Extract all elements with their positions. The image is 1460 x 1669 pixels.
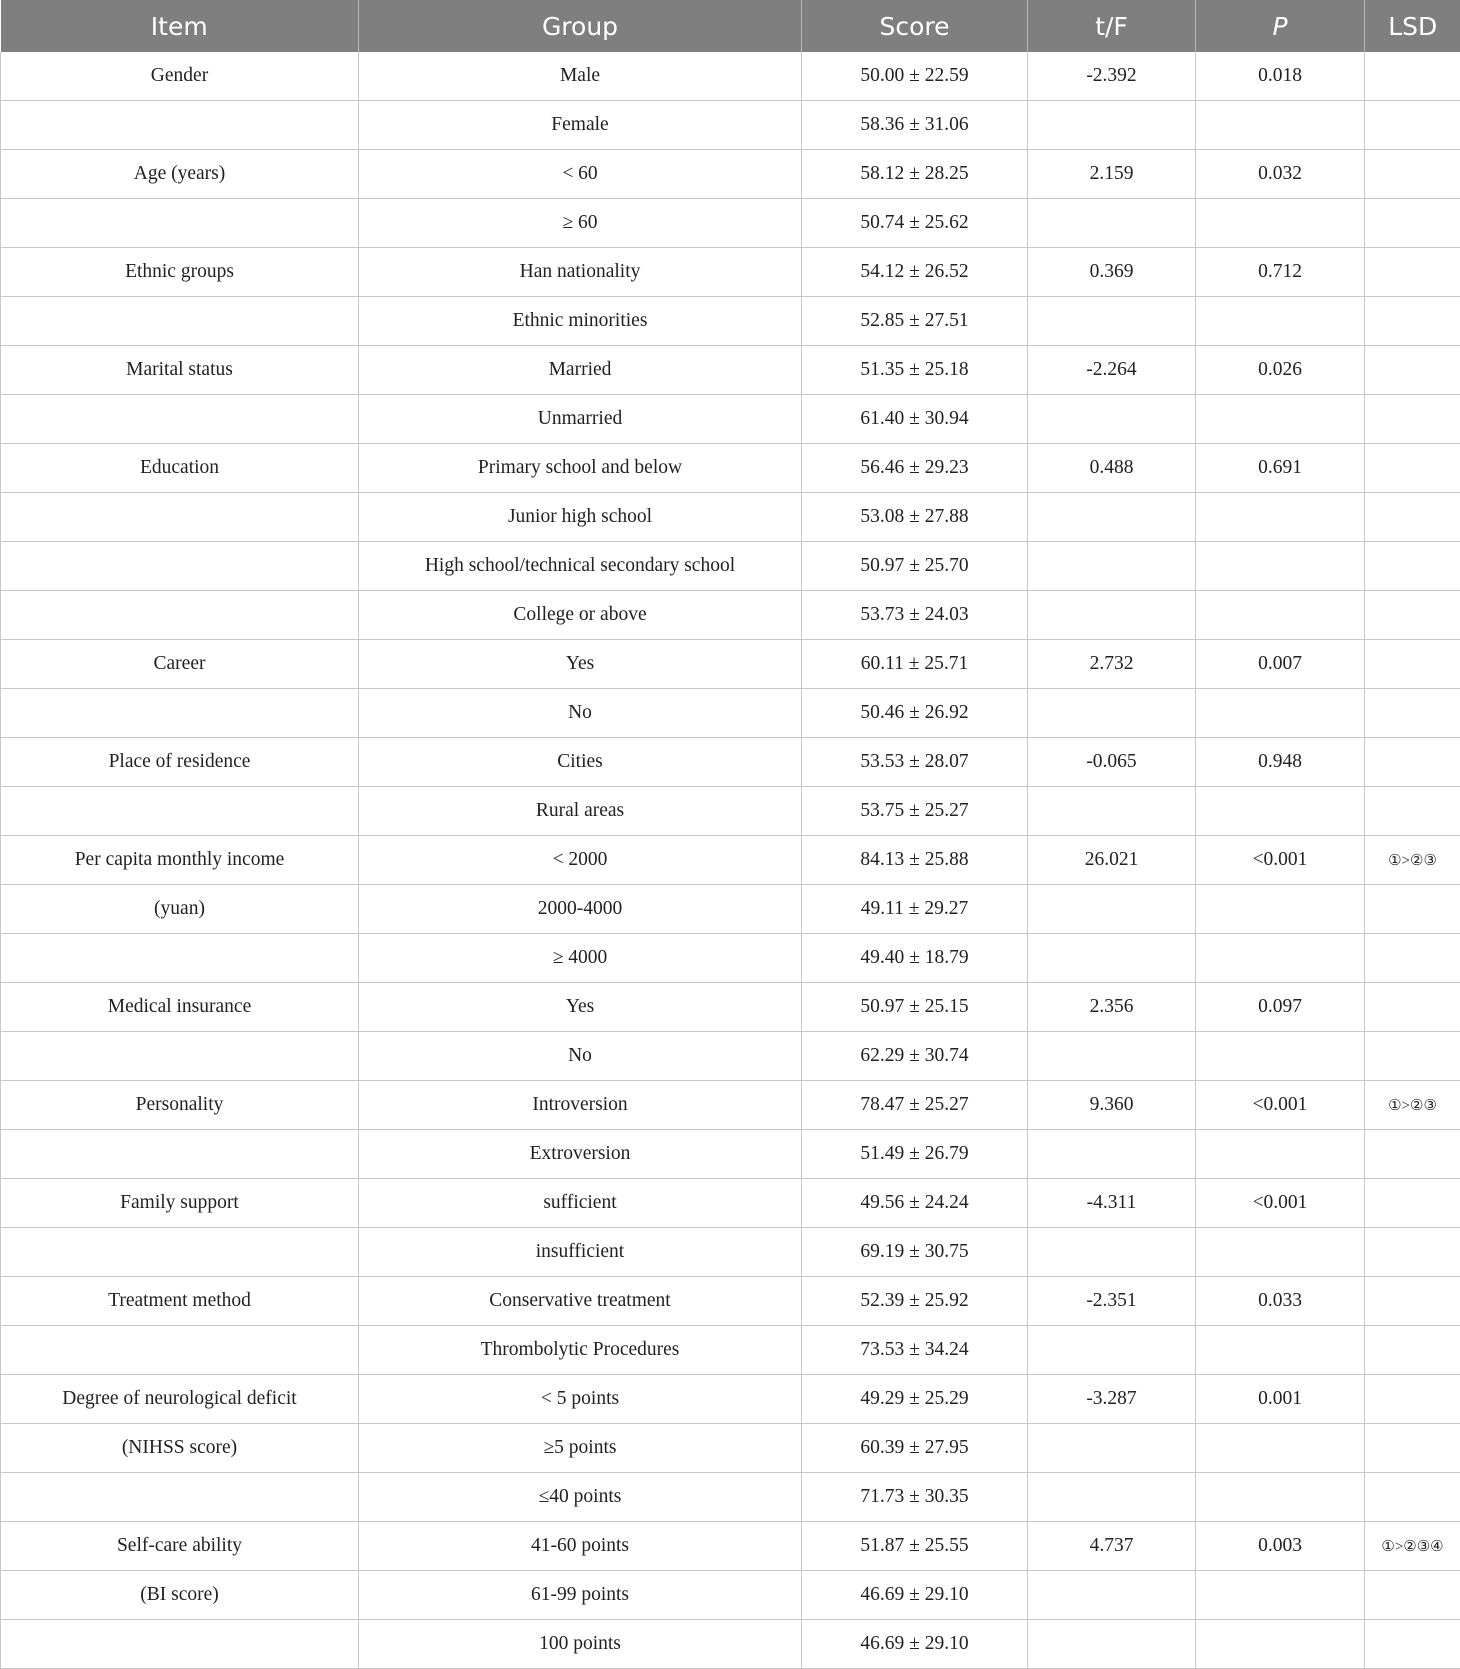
cell-p: 0.026 bbox=[1196, 346, 1365, 395]
table-row bbox=[1, 1277, 1460, 1326]
cell-group: Junior high school bbox=[359, 493, 802, 542]
cell-group: sufficient bbox=[359, 1179, 802, 1228]
cell-tf bbox=[1028, 787, 1196, 836]
cell-group: Yes bbox=[359, 640, 802, 689]
table-row bbox=[1, 689, 1460, 738]
cell-item: Ethnic groups bbox=[1, 248, 359, 297]
cell-p bbox=[1196, 1326, 1365, 1375]
cell-score: 51.49 ± 26.79 bbox=[802, 1130, 1028, 1179]
cell-tf: -2.392 bbox=[1028, 52, 1196, 101]
cell-p bbox=[1196, 199, 1365, 248]
cell-lsd bbox=[1365, 1228, 1460, 1277]
cell-group: ≥ 60 bbox=[359, 199, 802, 248]
cell-item bbox=[1, 1473, 359, 1522]
cell-p: <0.001 bbox=[1196, 836, 1365, 885]
cell-lsd bbox=[1365, 444, 1460, 493]
cell-lsd bbox=[1365, 689, 1460, 738]
cell-p bbox=[1196, 689, 1365, 738]
cell-score: 78.47 ± 25.27 bbox=[802, 1081, 1028, 1130]
cell-lsd bbox=[1365, 934, 1460, 983]
cell-p bbox=[1196, 885, 1365, 934]
cell-item: Family support bbox=[1, 1179, 359, 1228]
table-row bbox=[1, 1179, 1460, 1228]
cell-p bbox=[1196, 787, 1365, 836]
cell-lsd bbox=[1365, 787, 1460, 836]
cell-lsd bbox=[1365, 493, 1460, 542]
cell-tf: -2.351 bbox=[1028, 1277, 1196, 1326]
table-row bbox=[1, 738, 1460, 787]
cell-tf bbox=[1028, 493, 1196, 542]
cell-score: 49.29 ± 25.29 bbox=[802, 1375, 1028, 1424]
cell-p: 0.018 bbox=[1196, 52, 1365, 101]
cell-group: Yes bbox=[359, 983, 802, 1032]
cell-item: Treatment method bbox=[1, 1277, 359, 1326]
cell-item: Gender bbox=[1, 52, 359, 101]
cell-p bbox=[1196, 1571, 1365, 1620]
cell-item: Medical insurance bbox=[1, 983, 359, 1032]
cell-p bbox=[1196, 395, 1365, 444]
cell-lsd bbox=[1365, 591, 1460, 640]
table-row bbox=[1, 1571, 1460, 1620]
cell-lsd bbox=[1365, 1326, 1460, 1375]
cell-item: Education bbox=[1, 444, 359, 493]
cell-p bbox=[1196, 542, 1365, 591]
table-row bbox=[1, 1473, 1460, 1522]
cell-score: 84.13 ± 25.88 bbox=[802, 836, 1028, 885]
cell-group: Female bbox=[359, 101, 802, 150]
cell-group: < 60 bbox=[359, 150, 802, 199]
cell-score: 50.46 ± 26.92 bbox=[802, 689, 1028, 738]
cell-group: < 2000 bbox=[359, 836, 802, 885]
cell-group: Introversion bbox=[359, 1081, 802, 1130]
cell-group: Conservative treatment bbox=[359, 1277, 802, 1326]
cell-group: No bbox=[359, 1032, 802, 1081]
cell-item bbox=[1, 101, 359, 150]
cell-p bbox=[1196, 1620, 1365, 1669]
cell-item bbox=[1, 1032, 359, 1081]
cell-p: 0.712 bbox=[1196, 248, 1365, 297]
table-row bbox=[1, 395, 1460, 444]
table-row bbox=[1, 591, 1460, 640]
cell-lsd bbox=[1365, 346, 1460, 395]
header-p: P bbox=[1196, 0, 1365, 52]
table-row bbox=[1, 52, 1460, 101]
cell-score: 71.73 ± 30.35 bbox=[802, 1473, 1028, 1522]
cell-group: Cities bbox=[359, 738, 802, 787]
cell-lsd bbox=[1365, 983, 1460, 1032]
cell-score: 46.69 ± 29.10 bbox=[802, 1620, 1028, 1669]
cell-score: 49.56 ± 24.24 bbox=[802, 1179, 1028, 1228]
cell-lsd bbox=[1365, 199, 1460, 248]
cell-p: 0.001 bbox=[1196, 1375, 1365, 1424]
cell-tf bbox=[1028, 101, 1196, 150]
cell-item bbox=[1, 1620, 359, 1669]
cell-group: Thrombolytic Procedures bbox=[359, 1326, 802, 1375]
cell-group: High school/technical secondary school bbox=[359, 542, 802, 591]
cell-p bbox=[1196, 101, 1365, 150]
table-row bbox=[1, 1424, 1460, 1473]
cell-item: Career bbox=[1, 640, 359, 689]
cell-item bbox=[1, 199, 359, 248]
table-row bbox=[1, 1228, 1460, 1277]
cell-p bbox=[1196, 934, 1365, 983]
cell-p: <0.001 bbox=[1196, 1081, 1365, 1130]
table-row bbox=[1, 297, 1460, 346]
header-item: Item bbox=[1, 0, 359, 52]
cell-score: 62.29 ± 30.74 bbox=[802, 1032, 1028, 1081]
cell-item: (yuan) bbox=[1, 885, 359, 934]
cell-tf bbox=[1028, 1228, 1196, 1277]
cell-score: 58.36 ± 31.06 bbox=[802, 101, 1028, 150]
cell-score: 69.19 ± 30.75 bbox=[802, 1228, 1028, 1277]
cell-p bbox=[1196, 1228, 1365, 1277]
cell-score: 56.46 ± 29.23 bbox=[802, 444, 1028, 493]
cell-lsd bbox=[1365, 248, 1460, 297]
cell-item bbox=[1, 1326, 359, 1375]
cell-item bbox=[1, 689, 359, 738]
cell-score: 51.35 ± 25.18 bbox=[802, 346, 1028, 395]
table-row bbox=[1, 1032, 1460, 1081]
cell-p: 0.948 bbox=[1196, 738, 1365, 787]
cell-tf bbox=[1028, 1571, 1196, 1620]
cell-lsd bbox=[1365, 885, 1460, 934]
cell-score: 61.40 ± 30.94 bbox=[802, 395, 1028, 444]
cell-group: Ethnic minorities bbox=[359, 297, 802, 346]
table-row bbox=[1, 1620, 1460, 1669]
table-row bbox=[1, 787, 1460, 836]
cell-tf bbox=[1028, 1326, 1196, 1375]
cell-tf: 2.732 bbox=[1028, 640, 1196, 689]
cell-tf bbox=[1028, 591, 1196, 640]
cell-lsd bbox=[1365, 52, 1460, 101]
cell-score: 54.12 ± 26.52 bbox=[802, 248, 1028, 297]
cell-group: < 5 points bbox=[359, 1375, 802, 1424]
header-score: Score bbox=[802, 0, 1028, 52]
cell-tf bbox=[1028, 297, 1196, 346]
header-tf: t/F bbox=[1028, 0, 1196, 52]
cell-item: Marital status bbox=[1, 346, 359, 395]
cell-lsd bbox=[1365, 101, 1460, 150]
cell-lsd: ①>②③ bbox=[1365, 836, 1460, 885]
cell-score: 51.87 ± 25.55 bbox=[802, 1522, 1028, 1571]
cell-score: 50.00 ± 22.59 bbox=[802, 52, 1028, 101]
cell-p: 0.032 bbox=[1196, 150, 1365, 199]
table-row bbox=[1, 1522, 1460, 1571]
cell-lsd bbox=[1365, 1130, 1460, 1179]
cell-lsd bbox=[1365, 150, 1460, 199]
cell-p: 0.007 bbox=[1196, 640, 1365, 689]
cell-p: 0.097 bbox=[1196, 983, 1365, 1032]
cell-p bbox=[1196, 1473, 1365, 1522]
cell-score: 50.74 ± 25.62 bbox=[802, 199, 1028, 248]
cell-lsd bbox=[1365, 738, 1460, 787]
cell-item bbox=[1, 297, 359, 346]
cell-group: Extroversion bbox=[359, 1130, 802, 1179]
cell-group: Male bbox=[359, 52, 802, 101]
cell-item bbox=[1, 1130, 359, 1179]
cell-score: 46.69 ± 29.10 bbox=[802, 1571, 1028, 1620]
cell-tf: 2.159 bbox=[1028, 150, 1196, 199]
table-row bbox=[1, 983, 1460, 1032]
cell-p bbox=[1196, 297, 1365, 346]
cell-lsd bbox=[1365, 395, 1460, 444]
table-row bbox=[1, 101, 1460, 150]
cell-p bbox=[1196, 591, 1365, 640]
cell-item: Place of residence bbox=[1, 738, 359, 787]
table-row bbox=[1, 150, 1460, 199]
cell-item bbox=[1, 1228, 359, 1277]
table-row bbox=[1, 199, 1460, 248]
cell-lsd bbox=[1365, 1424, 1460, 1473]
cell-p: 0.003 bbox=[1196, 1522, 1365, 1571]
cell-p bbox=[1196, 1424, 1365, 1473]
cell-p: <0.001 bbox=[1196, 1179, 1365, 1228]
table-row bbox=[1, 885, 1460, 934]
cell-p bbox=[1196, 1130, 1365, 1179]
cell-score: 52.39 ± 25.92 bbox=[802, 1277, 1028, 1326]
cell-tf bbox=[1028, 934, 1196, 983]
cell-item bbox=[1, 493, 359, 542]
cell-score: 49.40 ± 18.79 bbox=[802, 934, 1028, 983]
cell-group: Rural areas bbox=[359, 787, 802, 836]
cell-lsd bbox=[1365, 1179, 1460, 1228]
table-row bbox=[1, 1130, 1460, 1179]
cell-score: 52.85 ± 27.51 bbox=[802, 297, 1028, 346]
cell-group: 100 points bbox=[359, 1620, 802, 1669]
cell-tf bbox=[1028, 1473, 1196, 1522]
cell-score: 53.73 ± 24.03 bbox=[802, 591, 1028, 640]
cell-item: Degree of neurological deficit bbox=[1, 1375, 359, 1424]
cell-tf: -4.311 bbox=[1028, 1179, 1196, 1228]
cell-tf: 26.021 bbox=[1028, 836, 1196, 885]
cell-lsd: ①>②③④ bbox=[1365, 1522, 1460, 1571]
cell-score: 49.11 ± 29.27 bbox=[802, 885, 1028, 934]
cell-score: 60.11 ± 25.71 bbox=[802, 640, 1028, 689]
cell-p: 0.033 bbox=[1196, 1277, 1365, 1326]
cell-group: Han nationality bbox=[359, 248, 802, 297]
table-row bbox=[1, 248, 1460, 297]
header-group: Group bbox=[359, 0, 802, 52]
table-row bbox=[1, 934, 1460, 983]
cell-score: 58.12 ± 28.25 bbox=[802, 150, 1028, 199]
cell-tf bbox=[1028, 1032, 1196, 1081]
cell-item: (BI score) bbox=[1, 1571, 359, 1620]
table-row bbox=[1, 542, 1460, 591]
cell-group: Primary school and below bbox=[359, 444, 802, 493]
cell-tf: 9.360 bbox=[1028, 1081, 1196, 1130]
table-row bbox=[1, 1326, 1460, 1375]
cell-item bbox=[1, 542, 359, 591]
cell-tf bbox=[1028, 199, 1196, 248]
table-body bbox=[1, 52, 1460, 1669]
table-row bbox=[1, 444, 1460, 493]
cell-item: Age (years) bbox=[1, 150, 359, 199]
cell-lsd bbox=[1365, 1277, 1460, 1326]
cell-tf: 0.369 bbox=[1028, 248, 1196, 297]
table-row bbox=[1, 836, 1460, 885]
table-row bbox=[1, 493, 1460, 542]
table-row bbox=[1, 1081, 1460, 1130]
header-lsd: LSD bbox=[1365, 0, 1460, 52]
cell-tf bbox=[1028, 1424, 1196, 1473]
cell-lsd: ①>②③ bbox=[1365, 1081, 1460, 1130]
cell-group: 2000-4000 bbox=[359, 885, 802, 934]
cell-score: 50.97 ± 25.70 bbox=[802, 542, 1028, 591]
cell-item bbox=[1, 591, 359, 640]
cell-lsd bbox=[1365, 1473, 1460, 1522]
cell-score: 50.97 ± 25.15 bbox=[802, 983, 1028, 1032]
cell-group: Unmarried bbox=[359, 395, 802, 444]
cell-lsd bbox=[1365, 1571, 1460, 1620]
cell-group: No bbox=[359, 689, 802, 738]
cell-lsd bbox=[1365, 542, 1460, 591]
cell-score: 53.53 ± 28.07 bbox=[802, 738, 1028, 787]
cell-lsd bbox=[1365, 1375, 1460, 1424]
cell-p bbox=[1196, 1032, 1365, 1081]
cell-tf bbox=[1028, 1620, 1196, 1669]
cell-score: 73.53 ± 34.24 bbox=[802, 1326, 1028, 1375]
cell-tf: -2.264 bbox=[1028, 346, 1196, 395]
cell-group: Married bbox=[359, 346, 802, 395]
table-row bbox=[1, 346, 1460, 395]
cell-item bbox=[1, 934, 359, 983]
cell-score: 53.75 ± 25.27 bbox=[802, 787, 1028, 836]
cell-tf: -3.287 bbox=[1028, 1375, 1196, 1424]
cell-tf bbox=[1028, 1130, 1196, 1179]
cell-tf: 4.737 bbox=[1028, 1522, 1196, 1571]
cell-group: insufficient bbox=[359, 1228, 802, 1277]
cell-item: Self-care ability bbox=[1, 1522, 359, 1571]
table-row bbox=[1, 1375, 1460, 1424]
cell-group: 41-60 points bbox=[359, 1522, 802, 1571]
cell-tf: 2.356 bbox=[1028, 983, 1196, 1032]
cell-lsd bbox=[1365, 1032, 1460, 1081]
cell-score: 53.08 ± 27.88 bbox=[802, 493, 1028, 542]
cell-group: College or above bbox=[359, 591, 802, 640]
cell-tf bbox=[1028, 542, 1196, 591]
cell-group: ≥ 4000 bbox=[359, 934, 802, 983]
cell-lsd bbox=[1365, 640, 1460, 689]
cell-tf: 0.488 bbox=[1028, 444, 1196, 493]
cell-group: ≤40 points bbox=[359, 1473, 802, 1522]
cell-item: Personality bbox=[1, 1081, 359, 1130]
cell-p: 0.691 bbox=[1196, 444, 1365, 493]
cell-tf bbox=[1028, 395, 1196, 444]
cell-score: 60.39 ± 27.95 bbox=[802, 1424, 1028, 1473]
cell-item bbox=[1, 395, 359, 444]
table-row bbox=[1, 640, 1460, 689]
cell-item: Per capita monthly income bbox=[1, 836, 359, 885]
cell-lsd bbox=[1365, 1620, 1460, 1669]
cell-tf bbox=[1028, 689, 1196, 738]
cell-p bbox=[1196, 493, 1365, 542]
cell-tf bbox=[1028, 885, 1196, 934]
cell-item bbox=[1, 787, 359, 836]
cell-tf: -0.065 bbox=[1028, 738, 1196, 787]
cell-group: ≥5 points bbox=[359, 1424, 802, 1473]
header-row bbox=[1, 0, 1460, 52]
cell-lsd bbox=[1365, 297, 1460, 346]
cell-item: (NIHSS score) bbox=[1, 1424, 359, 1473]
cell-group: 61-99 points bbox=[359, 1571, 802, 1620]
